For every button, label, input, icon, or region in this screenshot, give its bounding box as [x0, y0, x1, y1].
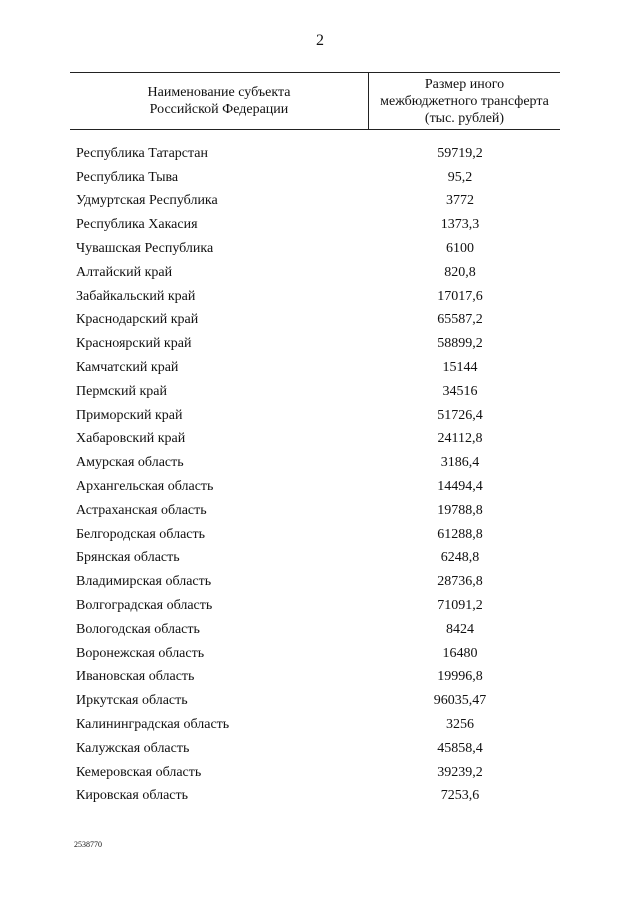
- table-body: [76, 142, 560, 808]
- table-row: [76, 261, 560, 285]
- subject-name: Иркутская область: [76, 693, 188, 709]
- table-row: [76, 237, 560, 261]
- transfer-amount: 17017,6: [437, 288, 483, 304]
- transfer-amount: 6100: [446, 241, 474, 257]
- subject-name: Архангельская область: [76, 479, 214, 495]
- subject-name: Пермский край: [76, 383, 167, 399]
- table-row: [76, 737, 560, 761]
- table-row: [76, 523, 560, 547]
- subject-name: Алтайский край: [76, 264, 173, 280]
- transfer-amount: 34516: [442, 383, 478, 399]
- transfer-amount: 95,2: [447, 169, 473, 185]
- table-row: [76, 618, 560, 642]
- table-row: [76, 404, 560, 428]
- subject-name: Краснодарский край: [76, 312, 199, 328]
- transfer-amount: 58899,2: [437, 336, 483, 352]
- subject-name: Чувашская Республика: [76, 241, 214, 257]
- transfer-amount: 16480: [442, 645, 478, 661]
- transfer-amount: 28736,8: [437, 574, 483, 590]
- table-row: [76, 285, 560, 309]
- transfer-amount: 15144: [442, 360, 478, 376]
- column-header-subject: [70, 73, 368, 129]
- table-row: [76, 190, 560, 214]
- table-row: [76, 499, 560, 523]
- subject-name: Астраханская область: [76, 502, 207, 518]
- subject-name: Республика Хакасия: [76, 217, 198, 233]
- transfer-amount: 820,8: [444, 264, 476, 280]
- transfer-amount: 59719,2: [437, 145, 483, 161]
- transfer-amount: 19788,8: [437, 502, 483, 518]
- subject-name: Калининградская область: [76, 717, 230, 733]
- transfer-amount: 71091,2: [437, 598, 483, 614]
- table-row: [76, 570, 560, 594]
- subject-name: Республика Тыва: [76, 169, 179, 185]
- table-row: [76, 166, 560, 190]
- subject-name: Приморский край: [76, 407, 183, 423]
- table-row: [76, 356, 560, 380]
- subject-name: Владимирская область: [76, 574, 212, 590]
- table-row: [76, 594, 560, 618]
- transfer-amount: 3772: [446, 193, 474, 209]
- subject-name: Красноярский край: [76, 336, 192, 352]
- subject-name: Белгородская область: [76, 526, 206, 542]
- column-header-subject-line2: Российской Федерации: [149, 102, 289, 117]
- subject-name: Республика Татарстан: [76, 145, 209, 161]
- subject-name: Камчатский край: [76, 360, 179, 376]
- transfer-amount: 3186,4: [440, 455, 480, 471]
- table-row: [76, 332, 560, 356]
- table-row: [76, 785, 560, 809]
- subject-name: Ивановская область: [76, 669, 195, 685]
- subject-name: Забайкальский край: [76, 288, 196, 304]
- transfer-amount: 45858,4: [437, 740, 483, 756]
- subject-name: Калужская область: [76, 740, 190, 756]
- document-code: 2538770: [74, 840, 102, 849]
- table-row: [76, 213, 560, 237]
- transfer-amount: 3256: [446, 717, 474, 733]
- table-row: [76, 713, 560, 737]
- subject-name: Хабаровский край: [76, 431, 186, 447]
- subject-name: Кировская область: [76, 788, 189, 804]
- table-row: [76, 761, 560, 785]
- transfer-amount: 14494,4: [437, 479, 483, 495]
- table-row: [76, 451, 560, 475]
- table-row: [76, 642, 560, 666]
- subject-name: Кемеровская область: [76, 764, 202, 780]
- table-header: [70, 72, 560, 130]
- column-header-transfer-line3: (тыс. рублей): [424, 110, 505, 126]
- transfer-amount: 39239,2: [437, 764, 483, 780]
- table-row: [76, 475, 560, 499]
- subject-name: Вологодская область: [76, 621, 200, 637]
- table-row: [76, 309, 560, 333]
- transfer-amount: 61288,8: [437, 526, 483, 542]
- column-header-transfer-line1: Размер иного: [424, 76, 505, 92]
- table-row: [76, 142, 560, 166]
- column-header-transfer-line2: межбюджетного трансферта: [380, 93, 549, 109]
- subject-name: Волгоградская область: [76, 598, 213, 614]
- table-row: [76, 547, 560, 571]
- subject-name: Удмуртская Республика: [76, 193, 218, 209]
- transfer-amount: 51726,4: [437, 407, 483, 423]
- transfer-amount: 19996,8: [437, 669, 483, 685]
- transfer-amount: 7253,6: [440, 788, 480, 804]
- transfer-amount: 6248,8: [440, 550, 480, 566]
- column-header-subject-line1: Наименование субъекта: [147, 85, 291, 100]
- transfer-amount: 1373,3: [440, 217, 480, 233]
- page-number: 2: [316, 32, 324, 49]
- transfer-amount: 24112,8: [437, 431, 483, 447]
- column-header-transfer: [368, 73, 560, 129]
- transfer-amount: 65587,2: [437, 312, 483, 328]
- subject-name: Брянская область: [76, 550, 180, 566]
- table-row: [76, 689, 560, 713]
- subject-name: Амурская область: [76, 455, 184, 471]
- table-row: [76, 666, 560, 690]
- table-row: [76, 428, 560, 452]
- table-row: [76, 380, 560, 404]
- subject-name: Воронежская область: [76, 645, 205, 661]
- transfer-amount: 8424: [446, 621, 474, 637]
- transfer-amount: 96035,47: [433, 693, 487, 709]
